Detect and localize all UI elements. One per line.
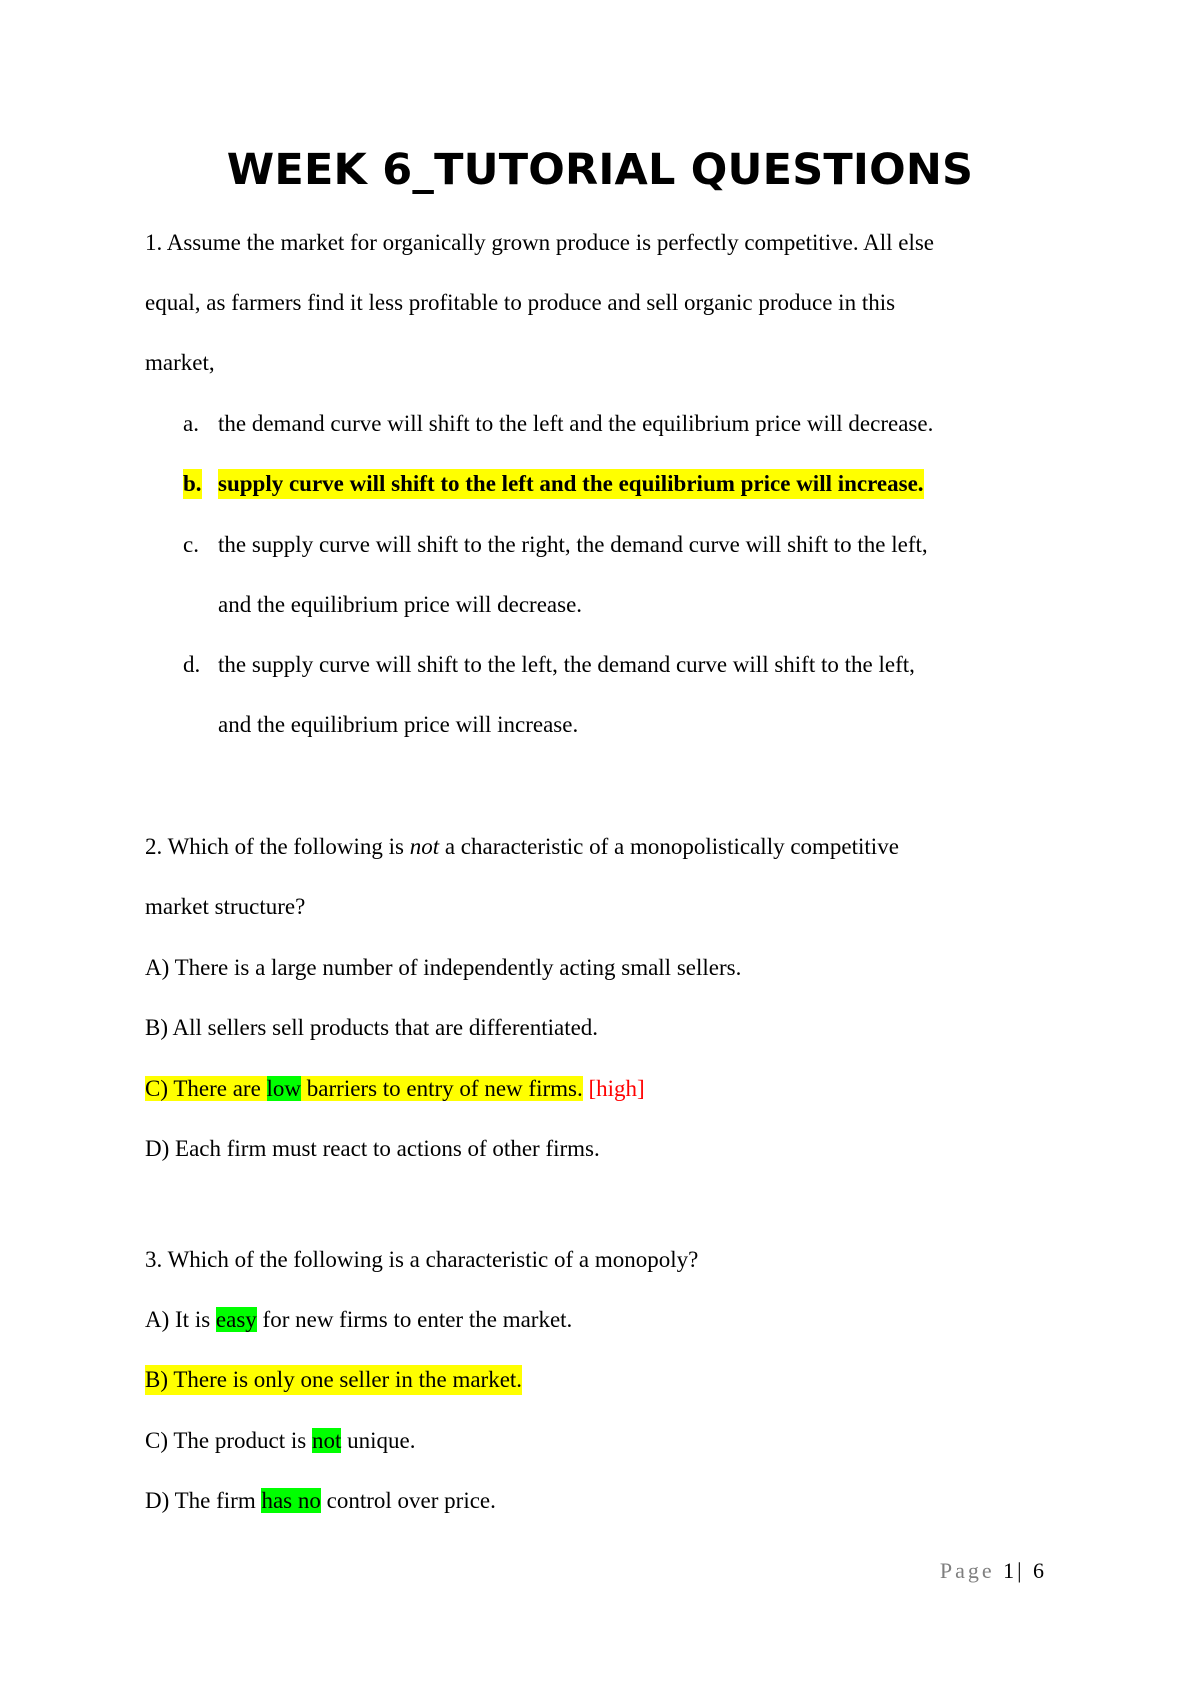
q3-option-a-keyword: easy xyxy=(215,1307,257,1332)
q2-option-c xyxy=(145,1074,645,1104)
q2-stem-before: 2. Which of the following is xyxy=(145,834,410,859)
q3-option-d-keyword: has no xyxy=(261,1488,321,1513)
q1-option-d-line-2: and the equilibrium price will increase. xyxy=(218,712,579,737)
q2-stem-after: a characteristic of a monopolistically competitive xyxy=(439,834,899,859)
q3-stem: 3. Which of the following is a characteristic of a monopoly? xyxy=(145,1247,699,1272)
footer-separator: | xyxy=(1017,1558,1025,1583)
q1-stem-line-1: 1. Assume the market for organically grown produce is perfectly competitive. All else xyxy=(145,230,935,255)
q2-option-d: D) Each firm must react to actions of other firms. xyxy=(145,1136,600,1161)
q1-option-c-letter: c. xyxy=(183,532,199,557)
footer-page-label: Page xyxy=(939,1558,995,1583)
q2-stem-emphasis: not xyxy=(409,834,440,859)
q1-option-d-line-1: the supply curve will shift to the left, the demand curve will shift to the left, xyxy=(218,652,915,677)
q1-option-a-letter: a. xyxy=(183,411,199,436)
q2-stem-line-1 xyxy=(145,832,899,862)
page-number-footer xyxy=(940,1556,1047,1586)
q2-option-c-keyword: low xyxy=(266,1076,302,1101)
q2-option-c-before: C) There are xyxy=(145,1076,267,1101)
q2-option-b: B) All sellers sell products that are differentiated. xyxy=(145,1015,599,1040)
q2-option-c-note: [high] xyxy=(588,1076,645,1101)
q3-option-c-before: C) The product is xyxy=(145,1428,312,1453)
q3-option-a-before: A) It is xyxy=(145,1307,216,1332)
q2-option-a: A) There is a large number of independently acting small sellers. xyxy=(145,955,742,980)
q2-stem-line-2: market structure? xyxy=(145,894,306,919)
q1-option-a-text: the demand curve will shift to the left and the equilibrium price will decrease. xyxy=(218,411,934,436)
q1-option-c-line-1: the supply curve will shift to the right, the demand curve will shift to the left, xyxy=(218,532,928,557)
q2-option-c-after: barriers to entry of new firms. xyxy=(301,1076,583,1101)
q3-option-c xyxy=(145,1426,415,1456)
q1-option-d-letter: d. xyxy=(183,652,201,677)
q3-option-a xyxy=(145,1305,572,1335)
q1-stem-line-2: equal, as farmers find it less profitable to produce and sell organic produce in this xyxy=(145,290,896,315)
q3-option-d-after: control over price. xyxy=(320,1488,496,1513)
q1-option-b-letter: b. xyxy=(183,469,202,499)
q1-option-c-line-2: and the equilibrium price will decrease. xyxy=(218,592,583,617)
footer-page-number: 1 xyxy=(1003,1558,1018,1583)
q1-stem-line-3: market, xyxy=(145,350,215,375)
q3-option-a-after: for new firms to enter the market. xyxy=(256,1307,573,1332)
q1-option-b-text: supply curve will shift to the left and the equilibrium price will increase. xyxy=(218,469,924,499)
q3-option-d-before: D) The firm xyxy=(145,1488,262,1513)
q3-option-c-keyword: not xyxy=(311,1428,342,1453)
q3-option-c-after: unique. xyxy=(341,1428,416,1453)
q3-option-b: B) There is only one seller in the market. xyxy=(145,1365,522,1395)
q3-option-d xyxy=(145,1486,496,1516)
footer-page-total: 6 xyxy=(1033,1558,1047,1583)
page-title: WEEK 6_TUTORIAL QUESTIONS xyxy=(226,145,974,195)
